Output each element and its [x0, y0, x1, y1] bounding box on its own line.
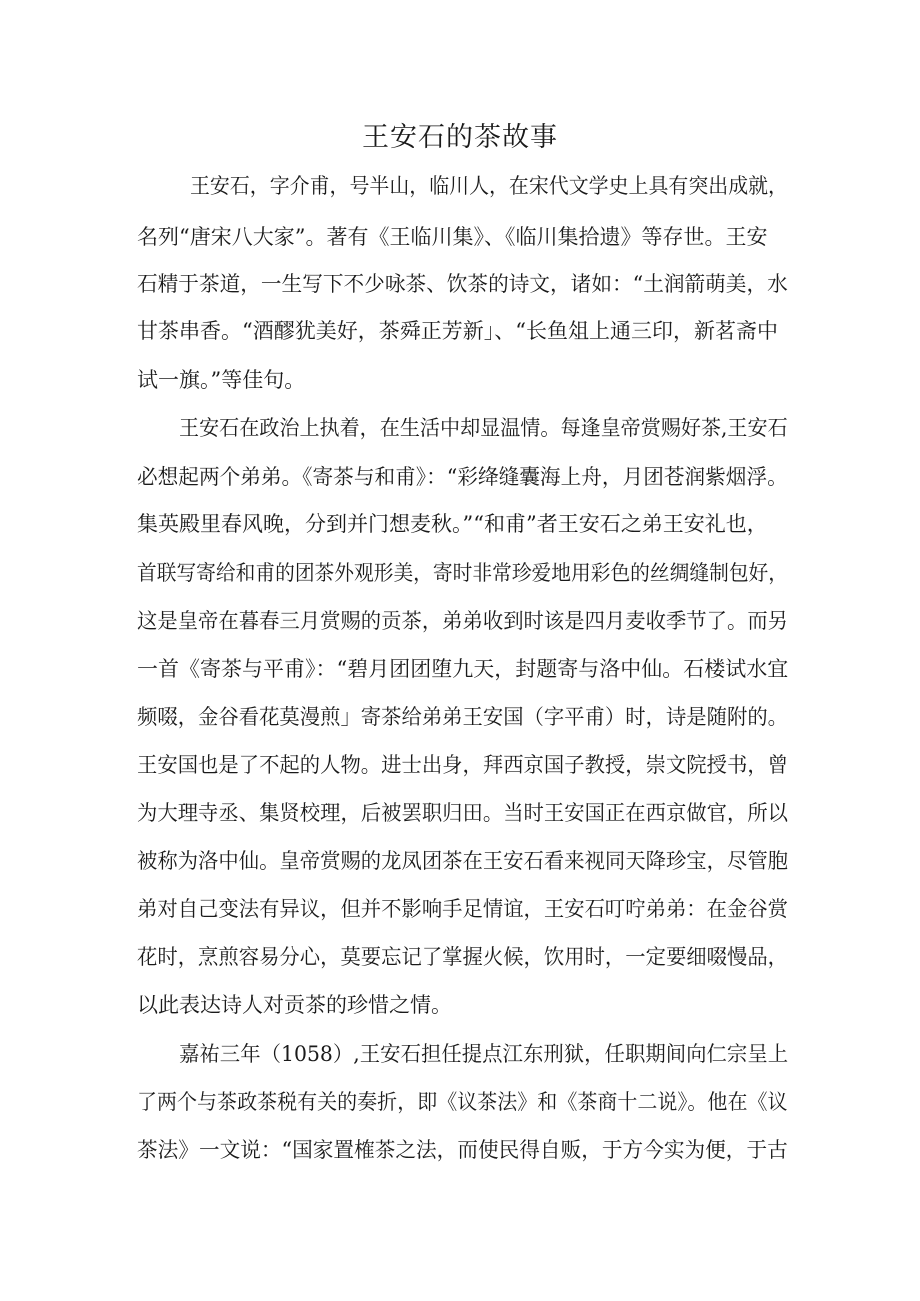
paragraph-1-line-1: 王安石，字介甫，号半山，临川人，在宋代文学史上具有突出成就，: [190, 174, 788, 198]
paragraph-2-line-8: 王安国也是了不起的人物。进士出身，拜西京国子教授，崇文院授书，曾: [137, 753, 789, 777]
paragraph-2-line-6: 一首《寄茶与平甫》：“碧月团团堕九天，封题寄与洛中仙。石楼试水宜: [137, 657, 789, 681]
paragraph-1-line-4: 甘茶串香。“酒醪犹美好，茶舜正芳新」、“长鱼俎上通三印，新茗斋中: [137, 319, 778, 343]
paragraph-3-line-2: 了两个与茶政茶税有关的奏折，即《议茶法》和《茶商十二说》。他在《议: [137, 1090, 788, 1114]
paragraph-2-line-12: 花时，烹煎容易分心，莫要忘记了掌握火候，饮用时，一定要细啜慢品，: [137, 945, 789, 969]
paragraph-2-line-4: 首联写寄给和甫的团茶外观形美，寄时非常珍爱地用彩色的丝绸缝制包好，: [137, 561, 789, 585]
paragraph-1-line-2: 名列“唐宋八大家”。著有《王临川集》、《临川集拾遗》等存世。王安: [137, 225, 768, 249]
paragraph-2-line-5: 这是皇帝在暮春三月赏赐的贡茶，弟弟收到时该是四月麦收季节了。而另: [137, 609, 789, 633]
document-title: 王安石的茶故事: [362, 122, 558, 153]
paragraph-3-line-3: 茶法》一文说：“国家置榷茶之法，而使民得自贩，于方今实为便，于古: [137, 1138, 788, 1162]
paragraph-1-line-3: 石精于茶道，一生写下不少咏茶、饮茶的诗文，诸如：“土润箭萌美，水: [137, 272, 788, 296]
paragraph-2-line-7: 频啜，金谷看花莫漫煎」寄茶给弟弟王安国（字平甫）时，诗是随附的。: [137, 705, 789, 729]
paragraph-2-line-11: 弟对自己变法有异议，但并不影响手足情谊，王安石叮咛弟弟：在金谷赏: [137, 897, 789, 921]
paragraph-2-line-9: 为大理寺丞、集贤校理，后被罢职归田。当时王安国正在西京做官，所以: [137, 801, 789, 825]
paragraph-2-line-13: 以此表达诗人对贡茶的珍惜之情。: [137, 993, 452, 1017]
paragraph-2-line-1: 王安石在政治上执着，在生活中却显温情。每逢皇帝赏赐好茶,王安石: [179, 416, 788, 440]
paragraph-3-line-1: 嘉祐三年（1058）,王安石担任提点江东刑狱，任职期间向仁宗呈上: [179, 1042, 789, 1066]
paragraph-2-line-3: 集英殿里春风晚，分到并门想麦秋。”“和甫”者王安石之弟王安礼也，: [137, 512, 768, 536]
paragraph-1-line-5: 试一旗。”等佳句。: [137, 368, 306, 392]
paragraph-2-line-10: 被称为洛中仙。皇帝赏赐的龙凤团茶在王安石看来视同天降珍宝，尽管胞: [137, 849, 789, 873]
paragraph-2-line-2: 必想起两个弟弟。《寄茶与和甫》：“彩绛缝囊海上舟，月团苍润紫烟浮。: [137, 465, 788, 489]
